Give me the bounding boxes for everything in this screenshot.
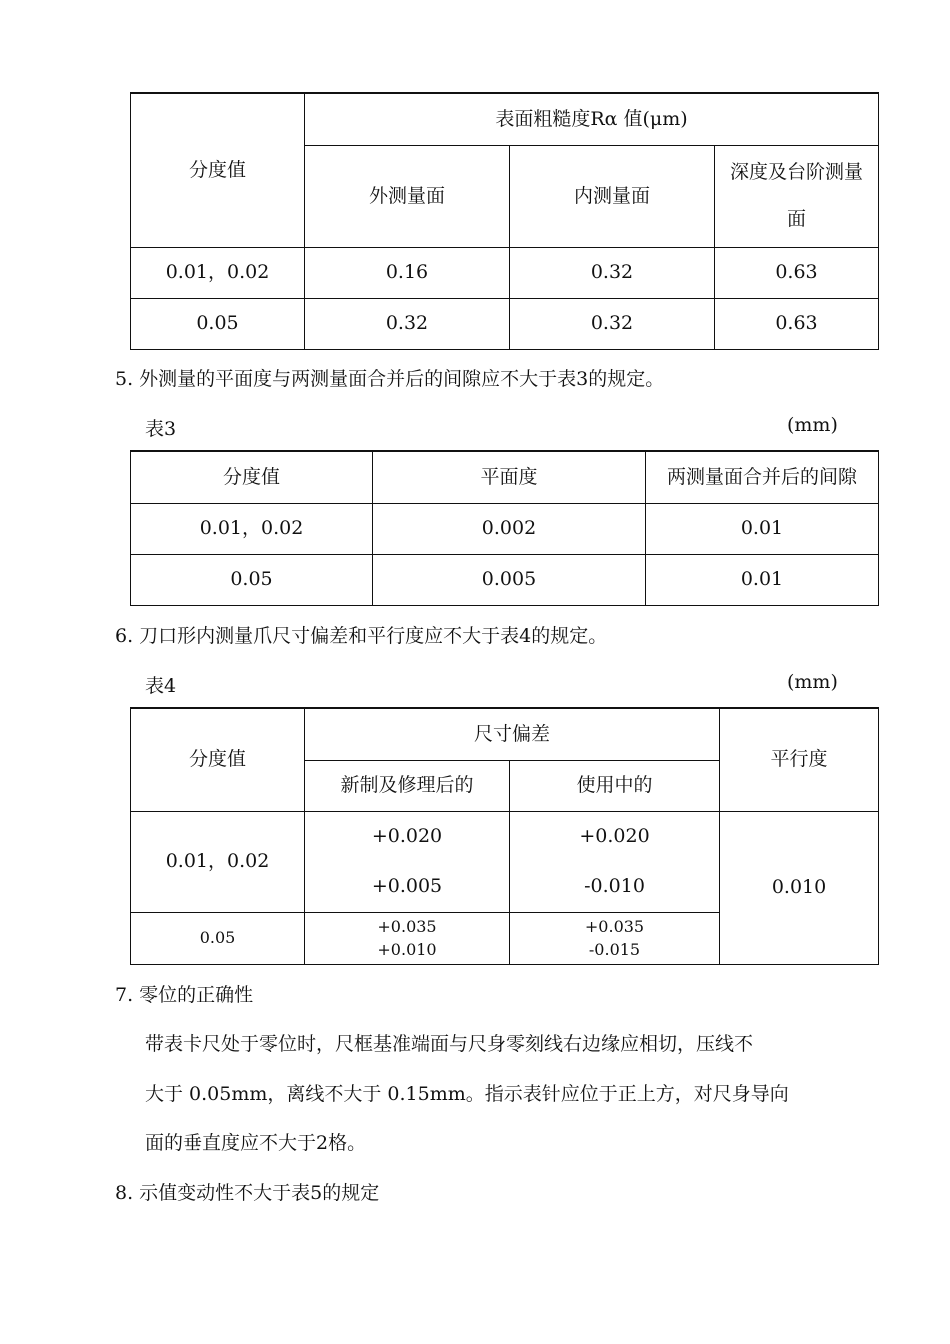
header-inner-surface: 内测量面 [510, 145, 715, 247]
cell-gap: 0.01 [646, 503, 879, 554]
header-in-use: 使用中的 [510, 760, 720, 811]
new-upper-deviation: +0.020 [371, 825, 443, 848]
cell-depth: 0.63 [715, 298, 879, 349]
item-6-text: 6. 刀口形内测量爪尺寸偏差和平行度应不大于表4的规定。 [115, 625, 608, 647]
table-row [131, 554, 879, 605]
header-depth-line1: 深度及台阶测量 [730, 160, 864, 183]
item-7-line-3: 面的垂直度应不大于2格。 [145, 1132, 367, 1154]
table-row [131, 298, 879, 349]
new-lower-deviation: +0.010 [377, 940, 437, 959]
header-size-deviation: 尺寸偏差 [305, 708, 720, 760]
table-row [131, 247, 879, 298]
use-lower-deviation: -0.015 [588, 940, 641, 959]
cell-fendu: 0.05 [131, 912, 305, 964]
header-fendu: 分度值 [131, 93, 305, 247]
cell-flatness: 0.002 [373, 503, 646, 554]
header-fendu: 分度值 [131, 708, 305, 811]
header-outer-surface: 外测量面 [305, 145, 510, 247]
cell-new-deviation [305, 811, 510, 912]
item-8-text: 8. 示值变动性不大于表5的规定 [115, 1182, 380, 1204]
cell-use-deviation [510, 811, 720, 912]
table-row [131, 811, 879, 912]
deviation-table [130, 707, 879, 965]
header-roughness: 表面粗糙度Rα 值(μm) [305, 93, 879, 145]
item-7-heading: 7. 零位的正确性 [115, 984, 254, 1006]
roughness-table [130, 92, 879, 350]
cell-outer: 0.32 [305, 298, 510, 349]
use-lower-deviation: -0.010 [584, 874, 645, 897]
cell-fendu: 0.05 [131, 298, 305, 349]
use-upper-deviation: +0.035 [584, 916, 645, 936]
cell-inner: 0.32 [510, 247, 715, 298]
cell-depth: 0.63 [715, 247, 879, 298]
cell-parallelism: 0.010 [720, 811, 879, 964]
header-fendu: 分度值 [131, 451, 373, 503]
item-7-line-1: 带表卡尺处于零位时，尺框基准端面与尺身零刻线右边缘应相切，压线不 [145, 1033, 754, 1055]
cell-gap: 0.01 [646, 554, 879, 605]
table3-unit: (mm) [787, 414, 838, 436]
item-7-line-2: 大于 0.05mm，离线不大于 0.15mm。指示表针应位于正上方，对尺身导向 [145, 1083, 789, 1105]
item-5-text: 5. 外测量的平面度与两测量面合并后的间隙应不大于表3的规定。 [115, 368, 665, 390]
cell-flatness: 0.005 [373, 554, 646, 605]
cell-fendu: 0.05 [131, 554, 373, 605]
cell-fendu: 0.01，0.02 [131, 503, 373, 554]
cell-fendu: 0.01，0.02 [131, 247, 305, 298]
use-upper-deviation: +0.020 [579, 825, 650, 848]
cell-use-deviation [510, 912, 720, 964]
header-new-repaired: 新制及修理后的 [305, 760, 510, 811]
header-depth-line2: 面 [787, 208, 807, 230]
table3-caption: 表3 [145, 418, 177, 440]
flatness-table [130, 450, 879, 606]
header-depth-surface [715, 145, 879, 247]
header-flatness: 平面度 [373, 451, 646, 503]
cell-new-deviation [305, 912, 510, 964]
table-row [131, 503, 879, 554]
table4-unit: (mm) [787, 671, 838, 693]
header-gap: 两测量面合并后的间隙 [646, 451, 879, 503]
new-upper-deviation: +0.035 [377, 916, 437, 936]
table4-caption: 表4 [145, 675, 177, 697]
cell-fendu: 0.01，0.02 [131, 811, 305, 912]
cell-outer: 0.16 [305, 247, 510, 298]
header-parallelism: 平行度 [720, 708, 879, 811]
cell-inner: 0.32 [510, 298, 715, 349]
new-lower-deviation: +0.005 [371, 874, 443, 897]
